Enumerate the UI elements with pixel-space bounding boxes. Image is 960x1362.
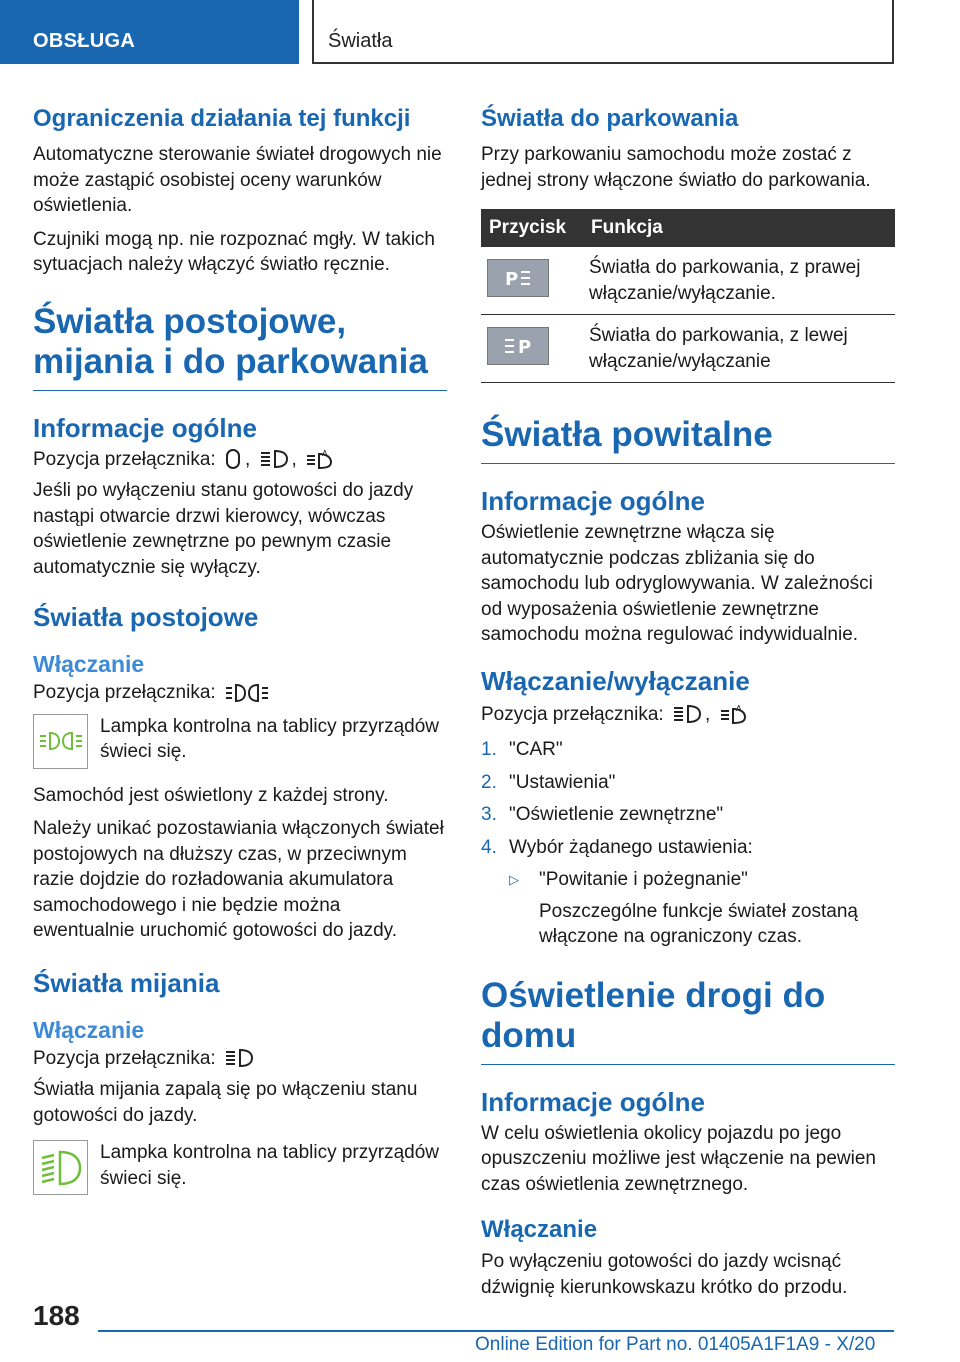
switch-positions: Pozycja przełącznika: , , A (33, 447, 447, 473)
para-limits-2: Czujniki mogą np. nie rozpoznać mgły. W takich sytuacjach należy włączyć światło ręcznie. (33, 228, 435, 275)
list-item: 1. "CAR" (481, 739, 563, 760)
lowbeam-indicator-icon (33, 1140, 88, 1195)
row-text: Światła do parkowania, z prawej włączanie/wyłączanie. (583, 247, 895, 315)
heading-limits: Ograniczenia działania tej funkcji (33, 105, 411, 132)
svg-text:P: P (518, 337, 532, 357)
row-text: Światła do parkowania, z lewej włączanie/wyłączanie (583, 315, 895, 383)
parking-indicator-icon (33, 714, 88, 769)
heading-parkl: Światła do parkowania (481, 105, 739, 132)
chapter-title: Światła (328, 30, 393, 52)
chapter-header (312, 0, 894, 64)
para-welcome: Oświetlenie zewnętrzne włącza się automatycznie podczas zbliżania się do samochodu lub odryglowywania. W zależności od wyposażenia oświetlenie zewnętrzne samochodu można regulować indywidualnie. (481, 522, 873, 645)
left-column (33, 104, 447, 1195)
low-beam-icon (224, 1047, 254, 1069)
park-left-button-icon (487, 327, 549, 365)
auto-light-icon (719, 703, 749, 725)
sub-note: Poszczególne funkcje świateł zostaną włączone na ograniczony czas. (539, 900, 858, 947)
list-item: 4. Wybór żądanego ustawienia: (481, 836, 753, 858)
para-lit: Samochód jest oświetlony z każdej strony. (33, 784, 389, 806)
switch-label: Pozycja przełącznika: (481, 703, 664, 725)
svg-text:A: A (735, 704, 742, 714)
heading-info-r2: Informacje ogólne (481, 1086, 705, 1117)
sub-item: ▷ "Powitanie i pożegnanie" (509, 867, 895, 893)
switch-label: Pozycja przełącznika: (33, 1047, 216, 1069)
low-beam-icon (259, 448, 289, 470)
page-number: 188 (33, 1300, 80, 1331)
para-avoid: Należy unikać pozostawiania włączonych świateł postojowych na dłuższy czas, w przeciwnym razie dojdzie do rozładowania akumulatora samochodowego i nie będzie można ewentualnie uruchomić gotowości do jazdy. (33, 818, 444, 941)
heading-home: Oświetlenie drogi do domu (481, 976, 895, 1065)
para-lowbeam: Światła mijania zapalą się po włączeniu stanu gotowości do jazdy. (33, 1079, 418, 1126)
heading-lowbeam: Światła mijania (33, 967, 220, 998)
footer-edition: Online Edition for Part no. 01405A1F1A9 - X/20 (475, 1334, 876, 1355)
para-on: Po wyłączeniu gotowości do jazdy wcisnąć dźwignię kierunkowskazu krótko do przodu. (481, 1251, 848, 1298)
heading-on-r: Włączanie (481, 1216, 598, 1243)
right-column (481, 104, 895, 1300)
footer-divider (98, 1330, 894, 1332)
switch-positions-2 (33, 680, 447, 706)
parking-table (481, 209, 895, 383)
para-parkl: Przy parkowaniu samochodu może zostać z jednej strony włączone światło do parkowania. (481, 144, 871, 191)
auto-light-icon (305, 448, 335, 470)
low-beam-icon (672, 703, 702, 725)
heading-onoff: Włączanie/wyłączanie (481, 665, 750, 696)
steps-list (481, 737, 895, 860)
lamp-text-2: Lampka kontrolna na tablicy przyrządów świeci się. (100, 1142, 440, 1189)
section-tab (0, 0, 299, 64)
heading-info: Informacje ogólne (33, 412, 257, 443)
switch-positions-r: Pozycja przełącznika: , A (481, 702, 895, 728)
para-home: W celu oświetlenia okolicy pojazdu po jego opuszczeniu możliwe jest włączenie na pewien czas oświetlenia zewnętrznego. (481, 1122, 876, 1195)
list-item: 3. "Oświetlenie zewnętrzne" (481, 804, 724, 825)
heading-on-1: Włączanie (33, 651, 145, 677)
svg-text:A: A (322, 449, 328, 459)
heading-main: Światła postojowe, mijania i do parkowania (33, 302, 447, 391)
switch-label: Pozycja przełącznika: (33, 682, 216, 703)
switch-off-icon (224, 448, 242, 470)
switch-label: Pozycja przełącznika: (33, 448, 216, 470)
indicator-row-lowbeam (33, 1140, 447, 1195)
lamp-text: Lampka kontrolna na tablicy przyrządów świeci się. (100, 715, 440, 762)
section-title: OBSŁUGA (33, 30, 136, 52)
svg-text:P: P (505, 269, 519, 289)
col-function: Funkcja (583, 209, 895, 247)
switch-positions-3 (33, 1046, 447, 1072)
col-button: Przycisk (481, 209, 583, 247)
indicator-row-parking (33, 714, 447, 769)
table-row (481, 315, 895, 383)
heading-parking: Światła postojowe (33, 602, 259, 632)
heading-welcome: Światła powitalne (481, 415, 895, 464)
list-item: 2. "Ustawienia" (481, 771, 616, 793)
para-info: Jeśli po wyłączeniu stanu gotowości do jazdy nastąpi otwarcie drzwi kierowcy, wówczas oświetlenie zewnętrzne po pewnym czasie automatycznie się wyłączy. (33, 480, 414, 578)
parking-lights-icon (224, 682, 270, 704)
table-row (481, 247, 895, 315)
para-limits-1: Automatyczne sterowanie świateł drogowych nie może zastąpić osobistej oceny warunków oświetlenia. (33, 144, 442, 216)
heading-info-r: Informacje ogólne (481, 486, 705, 516)
heading-on-2: Włączanie (33, 1016, 145, 1043)
park-right-button-icon (487, 259, 549, 297)
triangle-bullet-icon: ▷ (509, 872, 519, 887)
